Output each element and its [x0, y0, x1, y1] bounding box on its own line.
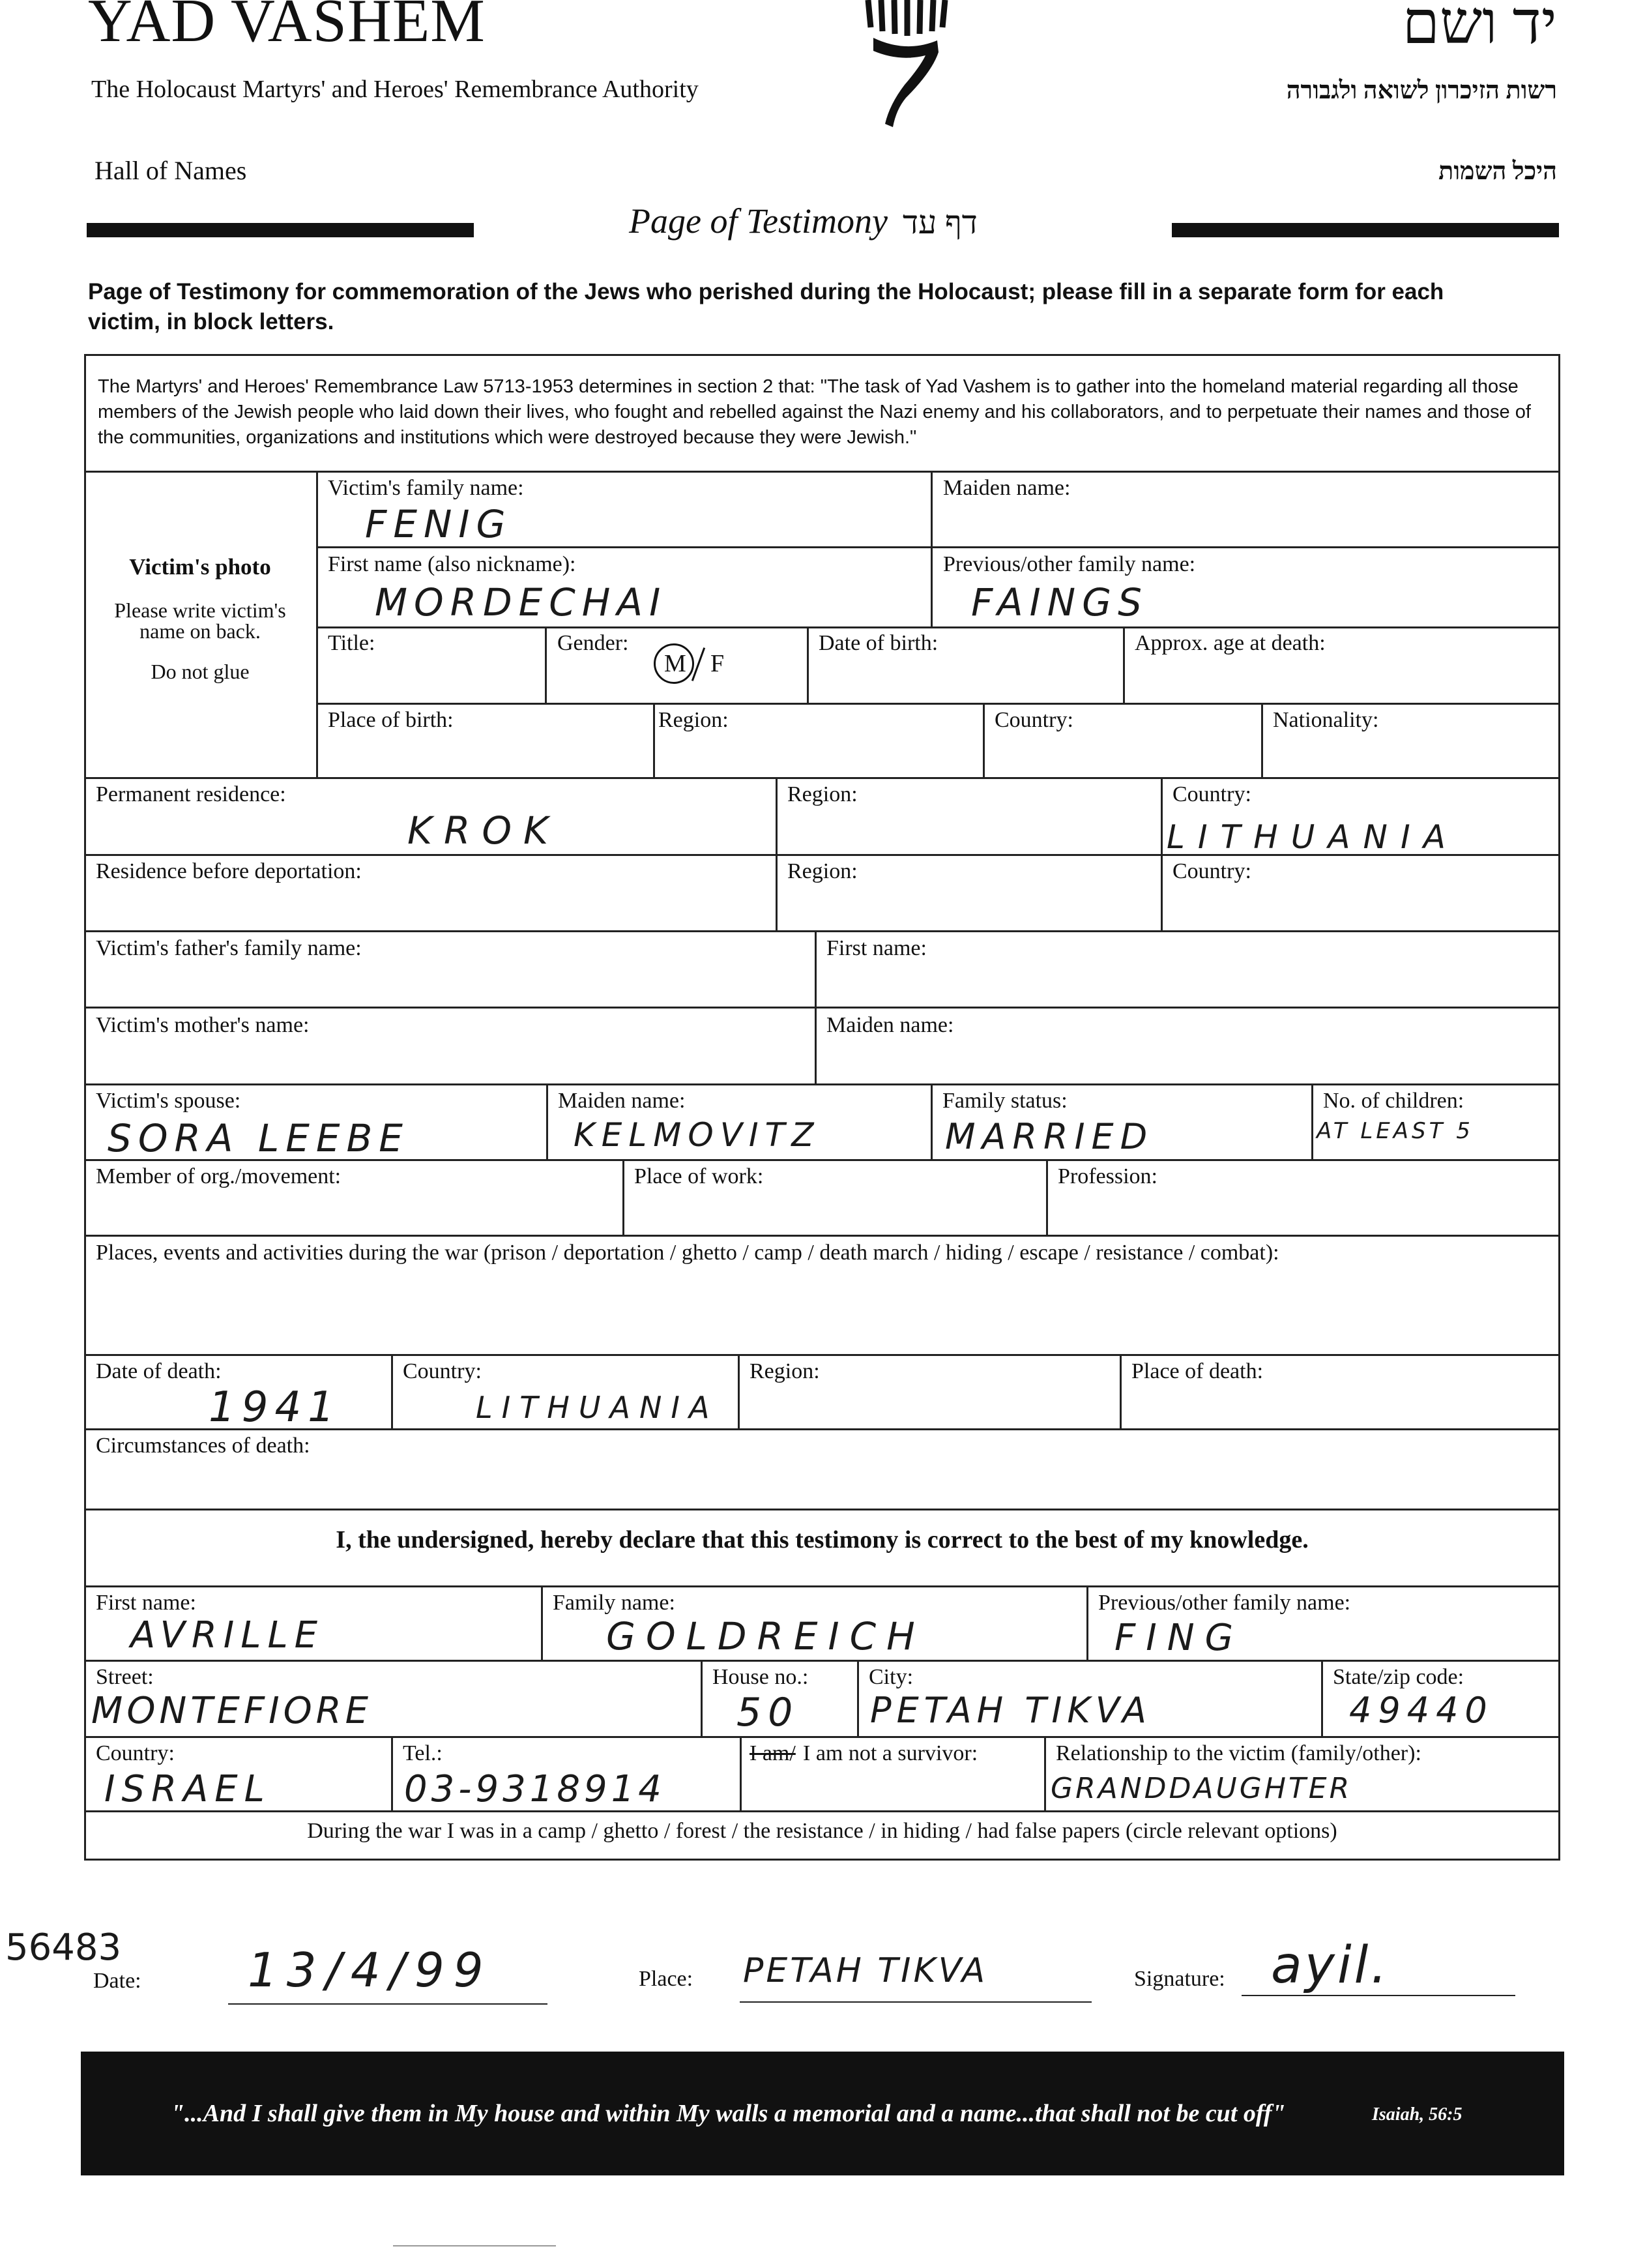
page-title-en: Page of Testimony — [629, 201, 888, 241]
submitter-family-name-label: Family name: — [553, 1591, 675, 1615]
photo-instruction-1: Please write victim's — [114, 598, 286, 622]
divider — [740, 1736, 742, 1812]
father-family-name-label: Victim's father's family name: — [96, 936, 362, 960]
divider — [1123, 626, 1125, 705]
submitter-first-name-label: First name: — [96, 1591, 196, 1615]
place-underline — [740, 2001, 1092, 2003]
deportation-country-label: Country: — [1172, 859, 1251, 883]
divider — [1321, 1660, 1323, 1738]
war-note-text: During the war I was in a camp / ghetto / forest / the resistance / in hiding / had false papers (circle relevant options) — [307, 1819, 1337, 1843]
divider — [653, 703, 655, 778]
divider — [84, 1660, 1560, 1662]
hall-of-names-he: היכל השמות — [1438, 158, 1557, 185]
circumstances-label: Circumstances of death: — [96, 1434, 310, 1458]
footer-quote: "...And I shall give them in My house and within My walls a memorial and a name...that shall not be cut off" — [171, 2100, 1286, 2127]
yad-vashem-logo — [860, 0, 952, 130]
birth-region-label: Region: — [658, 708, 729, 732]
mother-name-label: Victim's mother's name: — [96, 1013, 310, 1037]
spouse-label: Victim's spouse: — [96, 1089, 241, 1113]
page-title-he: דף עד — [903, 204, 978, 241]
divider — [1120, 1354, 1122, 1430]
submitter-country-label: Country: — [96, 1741, 175, 1765]
stamp-number: 56483 — [5, 1926, 122, 1969]
father-first-name-label: First name: — [826, 936, 927, 960]
law-text: The Martyrs' and Heroes' Remembrance Law 5713-1953 determines in section 2 that: "The task of Yad Vashem is to gather into the homeland material regarding all those members of the Jewish people who laid down their lives, who fought and rebelled against the Nazi enemy and his collaborators, and to perpetuate their names and those of the communities, organizations and institutions which were destroyed because they were Jewish." — [98, 376, 1531, 448]
photo-title: Victim's photo — [129, 554, 271, 580]
divider — [1044, 1736, 1046, 1812]
spouse-maiden-name-label: Maiden name: — [558, 1089, 686, 1113]
birth-country-label: Country: — [995, 708, 1073, 732]
divider — [1261, 703, 1263, 778]
gender-label: Gender: — [557, 631, 629, 655]
signature-field[interactable]: ayil. — [1271, 1936, 1390, 1995]
divider — [541, 1585, 543, 1662]
divider — [316, 546, 1560, 548]
family-name-label: Victim's family name: — [328, 476, 524, 500]
places-events-label: Places, events and activities during the war (prison / deportation / ghetto / camp / death march / hiding / escape / resistance / combat): — [96, 1241, 1279, 1265]
tel-label: Tel.: — [403, 1741, 443, 1765]
house-no-field[interactable]: 50 — [736, 1690, 800, 1735]
place-of-death-label: Place of death: — [1131, 1359, 1264, 1383]
street-field[interactable]: MONTEFIORE — [91, 1690, 372, 1732]
divider — [84, 1354, 1560, 1356]
place-label: Place: — [639, 1967, 693, 1991]
place-of-work-label: Place of work: — [634, 1164, 764, 1188]
divider — [391, 1354, 393, 1430]
family-status-field[interactable]: MARRIED — [945, 1116, 1154, 1157]
org-subtitle-he: רשות הזיכרון לשואה ולגבורה — [1286, 77, 1557, 104]
death-country-field[interactable]: LITHUANIA — [476, 1390, 719, 1425]
place-field[interactable]: PETAH TIKVA — [743, 1951, 988, 1990]
children-label: No. of children: — [1323, 1089, 1464, 1113]
divider — [84, 777, 1560, 779]
submitter-prev-family-field[interactable]: FING — [1114, 1617, 1244, 1659]
relationship-field[interactable]: GRANDDAUGHTER — [1051, 1772, 1352, 1805]
date-underline — [228, 2003, 547, 2005]
victim-family-name-field[interactable]: FENIG — [365, 502, 512, 546]
zip-label: State/zip code: — [1333, 1665, 1464, 1689]
survivor-label: I am not a survivor: — [803, 1741, 978, 1765]
divider — [1311, 1083, 1313, 1160]
divider — [84, 1736, 1560, 1738]
divider — [316, 626, 1560, 628]
house-no-label: House no.: — [712, 1665, 809, 1689]
nationality-label: Nationality: — [1273, 708, 1379, 732]
photo-instruction-2: name on back. — [139, 619, 261, 643]
city-field[interactable]: PETAH TIKVA — [870, 1690, 1152, 1731]
residence-region-label: Region: — [787, 782, 858, 806]
dob-label: Date of birth: — [819, 631, 939, 655]
intro-text: Page of Testimony for commemoration of the Jews who perished during the Holocaust; please fill in a separate form for each victim, in block letters. — [88, 279, 1444, 334]
maiden-name-label: Maiden name: — [943, 476, 1071, 500]
prev-family-name-label: Previous/other family name: — [943, 552, 1196, 576]
divider — [84, 1083, 1560, 1085]
mother-maiden-name-label: Maiden name: — [826, 1013, 954, 1037]
divider — [622, 1159, 624, 1236]
gender-m-option: M — [664, 650, 686, 677]
submitter-family-name-field[interactable]: GOLDREICH — [606, 1614, 925, 1658]
age-at-death-label: Approx. age at death: — [1135, 631, 1326, 655]
family-status-label: Family status: — [942, 1089, 1068, 1113]
place-of-birth-label: Place of birth: — [328, 708, 454, 732]
zip-field[interactable]: 49440 — [1349, 1690, 1494, 1731]
divider — [738, 1354, 740, 1430]
relationship-label: Relationship to the victim (family/other): — [1056, 1741, 1421, 1765]
divider — [84, 1509, 1560, 1510]
divider — [84, 1235, 1560, 1237]
org-name-he: יד ושם — [1402, 0, 1557, 56]
divider — [983, 703, 985, 778]
declaration-text: I, the undersigned, hereby declare that this testimony is correct to the best of my knowledge. — [336, 1526, 1309, 1554]
date-of-death-label: Date of death: — [96, 1359, 222, 1383]
spouse-maiden-name-field[interactable]: KELMOVITZ — [574, 1116, 821, 1154]
date-of-death-field[interactable]: 1941 — [209, 1383, 341, 1432]
divider — [1086, 1585, 1088, 1662]
org-name-en: YAD VASHEM — [88, 0, 486, 55]
residence-before-deportation-label: Residence before deportation: — [96, 859, 362, 883]
victim-prev-family-name-field[interactable]: FAINGS — [971, 580, 1148, 625]
date-field[interactable]: 13/4/99 — [248, 1943, 493, 1997]
permanent-residence-field[interactable]: KROK — [407, 808, 560, 853]
death-region-label: Region: — [750, 1359, 820, 1383]
children-field[interactable]: AT LEAST 5 — [1317, 1118, 1474, 1144]
org-subtitle-en: The Holocaust Martyrs' and Heroes' Remembrance Authority — [91, 76, 699, 103]
divider — [316, 703, 1560, 705]
divider — [1046, 1159, 1048, 1236]
member-org-label: Member of org./movement: — [96, 1164, 342, 1188]
first-name-label: First name (also nickname): — [328, 552, 576, 576]
divider — [391, 1736, 393, 1812]
submitter-first-name-field[interactable]: AVRILLE — [130, 1614, 325, 1657]
divider — [931, 1083, 933, 1160]
footer-citation: Isaiah, 56:5 — [1372, 2104, 1463, 2125]
city-label: City: — [869, 1665, 914, 1689]
divider — [545, 626, 547, 705]
divider — [546, 1083, 548, 1160]
title-bar-left — [87, 223, 474, 237]
deportation-region-label: Region: — [787, 859, 858, 883]
permanent-residence-label: Permanent residence: — [96, 782, 286, 806]
divider — [84, 1810, 1560, 1812]
divider — [701, 1660, 703, 1738]
submitter-prev-family-label: Previous/other family name: — [1098, 1591, 1351, 1615]
divider — [931, 471, 933, 628]
bottom-rule — [393, 2245, 556, 2246]
divider — [84, 930, 1560, 932]
hall-of-names-en: Hall of Names — [95, 156, 247, 185]
divider — [84, 1007, 1560, 1009]
gender-f-option: F — [710, 650, 725, 677]
street-label: Street: — [96, 1665, 154, 1689]
divider — [84, 471, 1560, 473]
date-label: Date: — [93, 1969, 141, 1993]
title-bar-right — [1172, 223, 1559, 237]
death-country-label: Country: — [403, 1359, 482, 1383]
survivor-struck-text: I am/ — [750, 1741, 796, 1765]
victim-first-name-field[interactable]: MORDECHAI — [375, 580, 667, 625]
signature-underline — [1242, 1995, 1515, 1996]
submitter-country-field[interactable]: ISRAEL — [104, 1768, 271, 1810]
residence-country-label: Country: — [1172, 782, 1251, 806]
signature-label: Signature: — [1134, 1967, 1225, 1991]
permanent-country-field[interactable]: LITHUANIA — [1167, 818, 1459, 856]
divider — [857, 1660, 859, 1738]
tel-field[interactable]: 03-9318914 — [404, 1768, 665, 1810]
spouse-name-field[interactable]: SORA LEEBE — [108, 1116, 409, 1160]
photo-instruction-3: Do not glue — [151, 660, 250, 683]
divider — [807, 626, 809, 705]
profession-label: Profession: — [1058, 1164, 1157, 1188]
title-label: Title: — [328, 631, 375, 655]
photo-divider — [316, 471, 318, 778]
divider — [84, 1585, 1560, 1587]
